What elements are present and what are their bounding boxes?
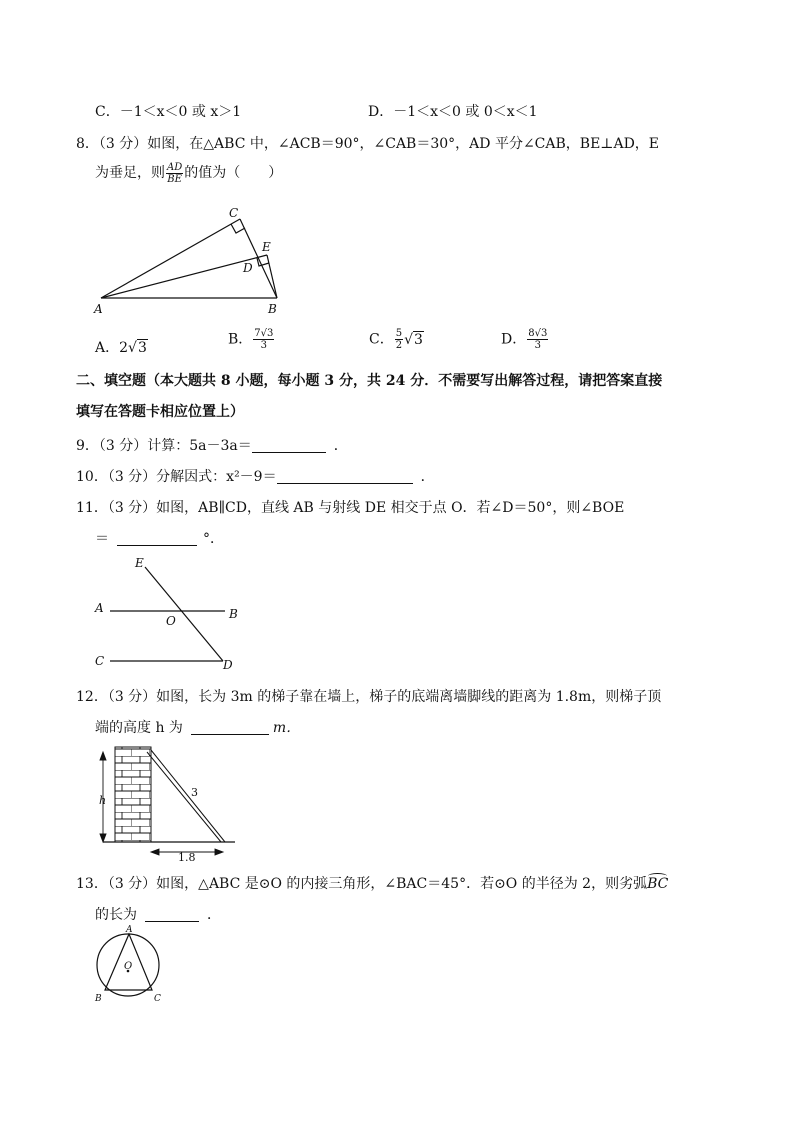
q9-line xyxy=(76,435,348,455)
q8-option-c-frac xyxy=(395,328,403,351)
q12-label-length: 3 xyxy=(191,786,198,799)
q8-option-b-den: 3 xyxy=(260,340,268,351)
q11-eq: ＝ xyxy=(95,531,109,547)
q8-option-d-prefix: D． xyxy=(501,331,527,348)
q13-stem-line2 xyxy=(95,904,221,924)
q13-stem-line1 xyxy=(76,873,668,893)
q11-answer-blank[interactable] xyxy=(117,531,197,546)
q9-end: ． xyxy=(333,438,348,454)
q12-stem-pre: 端的高度 h 为 xyxy=(95,720,183,736)
q11-ray-de xyxy=(145,567,223,661)
q11-end: °． xyxy=(203,531,224,547)
q8-fraction xyxy=(166,162,183,185)
q8-stem-line1: 8．（3 分）如图，在△ABC 中，∠ACB＝90°，∠CAB＝30°，AD 平分∠CAB，BE⊥AD，E xyxy=(76,136,660,152)
q11-label-a: A xyxy=(95,601,104,615)
q9-stem: 9．（3 分）计算：5a－3a＝ xyxy=(76,438,252,454)
q8-stem-pre: 为垂足，则 xyxy=(95,165,165,181)
q8-option-a-radicand: 3 xyxy=(137,340,147,356)
q8-label-d: D xyxy=(243,261,253,275)
q13-end: ． xyxy=(207,907,221,923)
q10-line xyxy=(76,466,435,486)
q8-option-a xyxy=(95,337,148,357)
q7-option-c: C．－1＜x＜0 或 x＞1 xyxy=(95,104,242,120)
q8-option-c xyxy=(369,328,424,351)
q8-label-b: B xyxy=(268,302,277,316)
q13-circle-figure xyxy=(88,925,168,1007)
q8-option-c-sqrt: √3 xyxy=(404,331,423,348)
q8-label-c: C xyxy=(229,206,239,220)
q12-unit: m． xyxy=(272,720,301,736)
q8-option-b-num: 7√3 xyxy=(254,328,274,339)
q9-answer-blank[interactable] xyxy=(252,438,326,453)
q12-stem-line1: 12．（3 分）如图，长为 3m 的梯子靠在墙上，梯子的底端离墙脚线的距离为 1.8m，则梯子顶 xyxy=(76,689,662,705)
q11-stem-line1: 11．（3 分）如图，AB∥CD，直线 AB 与射线 DE 相交于点 O．若∠D＝50°，则∠BOE xyxy=(76,500,625,516)
section2-heading-line2: 填写在答题卡相应位置上） xyxy=(76,404,244,420)
q11-label-d: D xyxy=(223,658,233,672)
q8-side-ac xyxy=(101,219,240,298)
q11-stem-line2 xyxy=(95,528,224,548)
q10-stem: 10．（3 分）分解因式：x²－9＝ xyxy=(76,469,277,485)
q12-brick-wall xyxy=(115,747,151,842)
q13-label-c: C xyxy=(154,994,161,1004)
q8-option-c-prefix: C． xyxy=(369,331,394,348)
q8-option-b-prefix: B． xyxy=(228,331,253,348)
q8-option-d-den: 3 xyxy=(534,340,541,351)
q13-answer-blank[interactable] xyxy=(145,907,199,922)
q8-option-c-den: 2 xyxy=(395,340,403,351)
q12-label-base: 1.8 xyxy=(178,851,196,862)
q10-end: ． xyxy=(420,469,435,485)
q12-label-h: h xyxy=(99,794,107,807)
q8-perp-be xyxy=(267,255,277,298)
q8-frac-num: AD xyxy=(167,161,183,173)
q13-arc-bc: BC xyxy=(647,876,669,892)
q8-label-e: E xyxy=(262,240,271,254)
q8-option-b xyxy=(228,328,275,351)
q8-option-a-coef: 2 xyxy=(119,340,129,356)
q13-label-o: O xyxy=(124,961,133,972)
q11-label-b: B xyxy=(229,607,238,621)
q8-option-b-frac xyxy=(253,328,274,351)
q8-stem-post: 的值为（ ） xyxy=(184,165,283,181)
q8-triangle-figure xyxy=(90,205,290,320)
q12-ladder xyxy=(147,750,225,842)
q11-label-o: O xyxy=(166,614,176,628)
q8-option-d-num: 8√3 xyxy=(528,328,548,339)
q12-ladder-figure xyxy=(95,742,245,862)
q11-label-c: C xyxy=(95,654,105,668)
q8-stem-line2 xyxy=(95,160,282,186)
q8-label-a: A xyxy=(94,302,103,316)
q8-option-c-num: 5 xyxy=(395,328,403,339)
q13-label-a: A xyxy=(126,925,133,935)
q8-side-cb xyxy=(240,219,277,298)
q11-label-e: E xyxy=(135,556,144,570)
q13-stem-pre: 13．（3 分）如图，△ABC 是⊙O 的内接三角形，∠BAC＝45°．若⊙O 的半径为 2，则劣弧 xyxy=(76,876,648,892)
q13-stem-pre2: 的长为 xyxy=(95,907,137,923)
q8-option-d xyxy=(501,328,549,351)
q12-stem-line2 xyxy=(95,717,300,737)
q8-option-a-prefix: A． xyxy=(95,340,120,356)
q12-answer-blank[interactable] xyxy=(191,720,269,735)
q10-answer-blank[interactable] xyxy=(277,469,413,484)
q7-option-d: D．－1＜x＜0 或 0＜x＜1 xyxy=(368,104,538,120)
q8-option-d-frac xyxy=(527,328,548,351)
q8-option-a-sqrt: √3 xyxy=(128,340,147,356)
q8-frac-den: BE xyxy=(167,173,182,185)
q11-parallel-lines-figure xyxy=(90,555,250,675)
section2-heading-line1: 二、填空题（本大题共 8 小题，每小题 3 分，共 24 分．不需要写出解答过程，请把答案直接 xyxy=(76,373,663,389)
q13-label-b: B xyxy=(95,994,102,1004)
